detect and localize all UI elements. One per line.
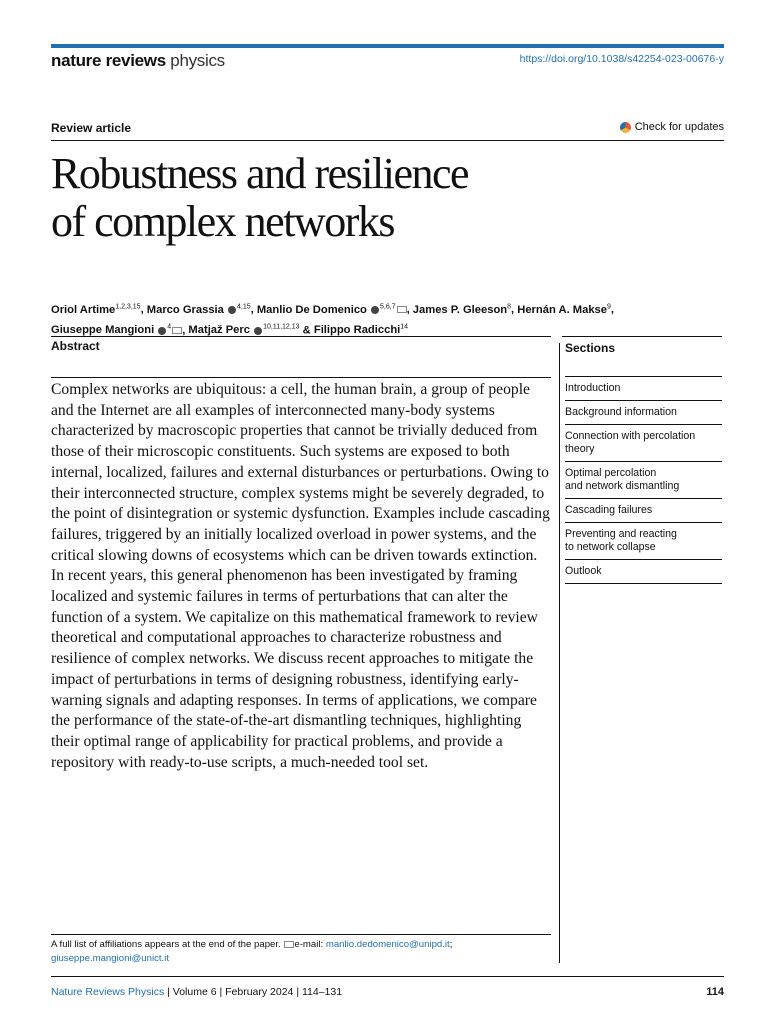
author-name: Oriol Artime bbox=[51, 303, 116, 316]
author-affiliation: 10,11,12,13 bbox=[263, 323, 300, 331]
email-link-mangioni[interactable]: giuseppe.mangioni@unict.it bbox=[51, 953, 170, 964]
author[interactable] bbox=[413, 304, 511, 316]
article-title bbox=[51, 150, 468, 246]
section-link[interactable] bbox=[565, 523, 722, 560]
sections-list bbox=[565, 377, 722, 584]
section-link-label: Preventing and reacting bbox=[565, 528, 677, 540]
author[interactable] bbox=[51, 324, 182, 336]
header-divider bbox=[51, 140, 724, 141]
doi-link[interactable]: https://doi.org/10.1038/s42254-023-00676-y bbox=[519, 53, 724, 65]
section-link[interactable] bbox=[565, 401, 722, 425]
author[interactable] bbox=[517, 304, 611, 316]
affiliations-footnote bbox=[51, 938, 551, 966]
author[interactable] bbox=[314, 324, 408, 336]
footer-citation: | Volume 6 | February 2024 | 114–131 bbox=[164, 986, 343, 998]
author-affiliation: 4,15 bbox=[237, 303, 251, 310]
abstract-text: Complex networks are ubiquitous: a cell, the human brain, a group of people and the Internet are all examples of interconnected many-body systems characterized by macroscopic properties that cannot be trivially deduced from those of their microscopic constituents. Such systems are exposed to both internal, localized, failures and external disturbances or perturbations. Owing to their interconnected structure, complex systems might be severely degraded, to the point of disintegration or systemic dysfunction. Examples include cascading failures, triggered by an initially localized overload in power systems, and the critical slowing downs of ecosystems which can be driven towards extinction. In recent years, this general phenomenon has been investigated by framing localized and systemic failures in terms of perturbations that can alter the function of a system. We capitalize on this mathematical framework to review theoretical and computational approaches to characterize robustness and resilience of complex networks. We discuss recent approaches to mitigate the impact of perturbations in terms of designing robustness, identifying early-warning signals and adapting responses. In terms of applications, we compare the performance of the state-of-the-art dismantling techniques, highlighting their optimal range of applicability for practical problems, and provide a repository with ready-to-use scripts, a much-needed tool set. bbox=[51, 381, 550, 771]
mail-icon bbox=[284, 941, 294, 948]
author[interactable] bbox=[257, 304, 407, 316]
section-link-label: Optimal percolation bbox=[565, 467, 657, 479]
mail-icon[interactable] bbox=[172, 327, 182, 334]
section-link-label: Cascading failures bbox=[565, 504, 653, 516]
author-affiliation: 8 bbox=[507, 303, 512, 310]
orcid-icon[interactable] bbox=[158, 327, 166, 335]
author-name: Hernán A. Makse bbox=[517, 303, 607, 316]
sections-top-rule bbox=[562, 336, 722, 337]
author-list: Oriol Artime$^{1,2,3,15}$, Marco Grassia $^{4,15}$, Manlio De Domenico $^{5,6,7}$ , James P. Gleeson$^8$, Hernán A. Makse$^9$, Giuseppe Mangioni $^4$ , Matjaž Perc $^{10,11,12,13}$ & Filippo Radicchi$^{14}$ bbox=[51, 303, 615, 337]
section-link[interactable] bbox=[565, 377, 722, 401]
section-link-label: Introduction bbox=[565, 382, 621, 394]
orcid-icon[interactable] bbox=[228, 306, 236, 314]
journal-logo[interactable] bbox=[51, 51, 225, 71]
section-link[interactable] bbox=[565, 499, 722, 523]
orcid-icon[interactable] bbox=[254, 327, 262, 335]
section-link[interactable] bbox=[565, 560, 722, 584]
journal-color-bar bbox=[51, 44, 724, 48]
check-for-updates-button[interactable] bbox=[620, 121, 724, 133]
check-for-updates-label: Check for updates bbox=[634, 121, 724, 133]
sections-heading: Sections bbox=[565, 340, 722, 377]
article-type: Review article bbox=[51, 121, 132, 135]
author-affiliation: 4 bbox=[167, 323, 172, 331]
section-link-label: Outlook bbox=[565, 565, 602, 577]
author-name: Giuseppe Mangioni bbox=[51, 324, 155, 337]
section-link-label: to network collapse bbox=[565, 541, 656, 553]
footer-rule bbox=[51, 976, 724, 977]
abstract-top-rule bbox=[51, 336, 551, 337]
abstract-heading-rule bbox=[51, 377, 551, 378]
author[interactable] bbox=[188, 324, 299, 336]
crossmark-icon bbox=[620, 122, 631, 133]
footnote-rule bbox=[51, 934, 551, 935]
footer-journal-name[interactable]: Nature Reviews Physics bbox=[51, 986, 165, 998]
title-line-1: Robustness and resilience bbox=[51, 149, 469, 198]
journal-name-light: physics bbox=[170, 51, 225, 70]
section-link[interactable] bbox=[565, 425, 722, 462]
author[interactable] bbox=[51, 304, 141, 316]
section-link-label: Background information bbox=[565, 406, 677, 418]
author-name: James P. Gleeson bbox=[412, 303, 508, 316]
email-link-dedomenico[interactable]: manlio.dedomenico@unipd.it bbox=[325, 939, 450, 950]
title-line-2: of complex networks bbox=[51, 197, 394, 246]
author-affiliation: 1,2,3,15 bbox=[115, 303, 141, 310]
author-name: Marco Grassia bbox=[146, 303, 224, 316]
author-affiliation: 14 bbox=[400, 323, 409, 331]
mail-icon[interactable] bbox=[397, 306, 407, 313]
abstract-heading: Abstract bbox=[51, 339, 100, 353]
page-number: 114 bbox=[706, 986, 724, 998]
author[interactable] bbox=[147, 304, 251, 316]
author-name: Matjaž Perc bbox=[188, 324, 250, 337]
author-name: Filippo Radicchi bbox=[313, 324, 401, 337]
column-divider bbox=[559, 343, 560, 963]
citation-line bbox=[51, 986, 342, 998]
journal-name-bold: nature reviews bbox=[51, 51, 166, 70]
author-name: Manlio De Domenico bbox=[256, 303, 367, 316]
email-label: e-mail: bbox=[294, 939, 324, 950]
orcid-icon[interactable] bbox=[371, 306, 379, 314]
section-link-label: Connection with percolation bbox=[565, 430, 696, 442]
section-link-label: and network dismantling bbox=[565, 480, 680, 492]
section-link[interactable] bbox=[565, 462, 722, 499]
author-affiliation: 9 bbox=[607, 303, 611, 310]
email-separator: ; bbox=[449, 939, 453, 950]
affiliations-note: A full list of affiliations appears at the end of the paper. bbox=[51, 939, 281, 950]
author-affiliation: 5,6,7 bbox=[380, 303, 396, 310]
sections-panel bbox=[565, 340, 722, 584]
section-link-label: theory bbox=[565, 443, 595, 455]
